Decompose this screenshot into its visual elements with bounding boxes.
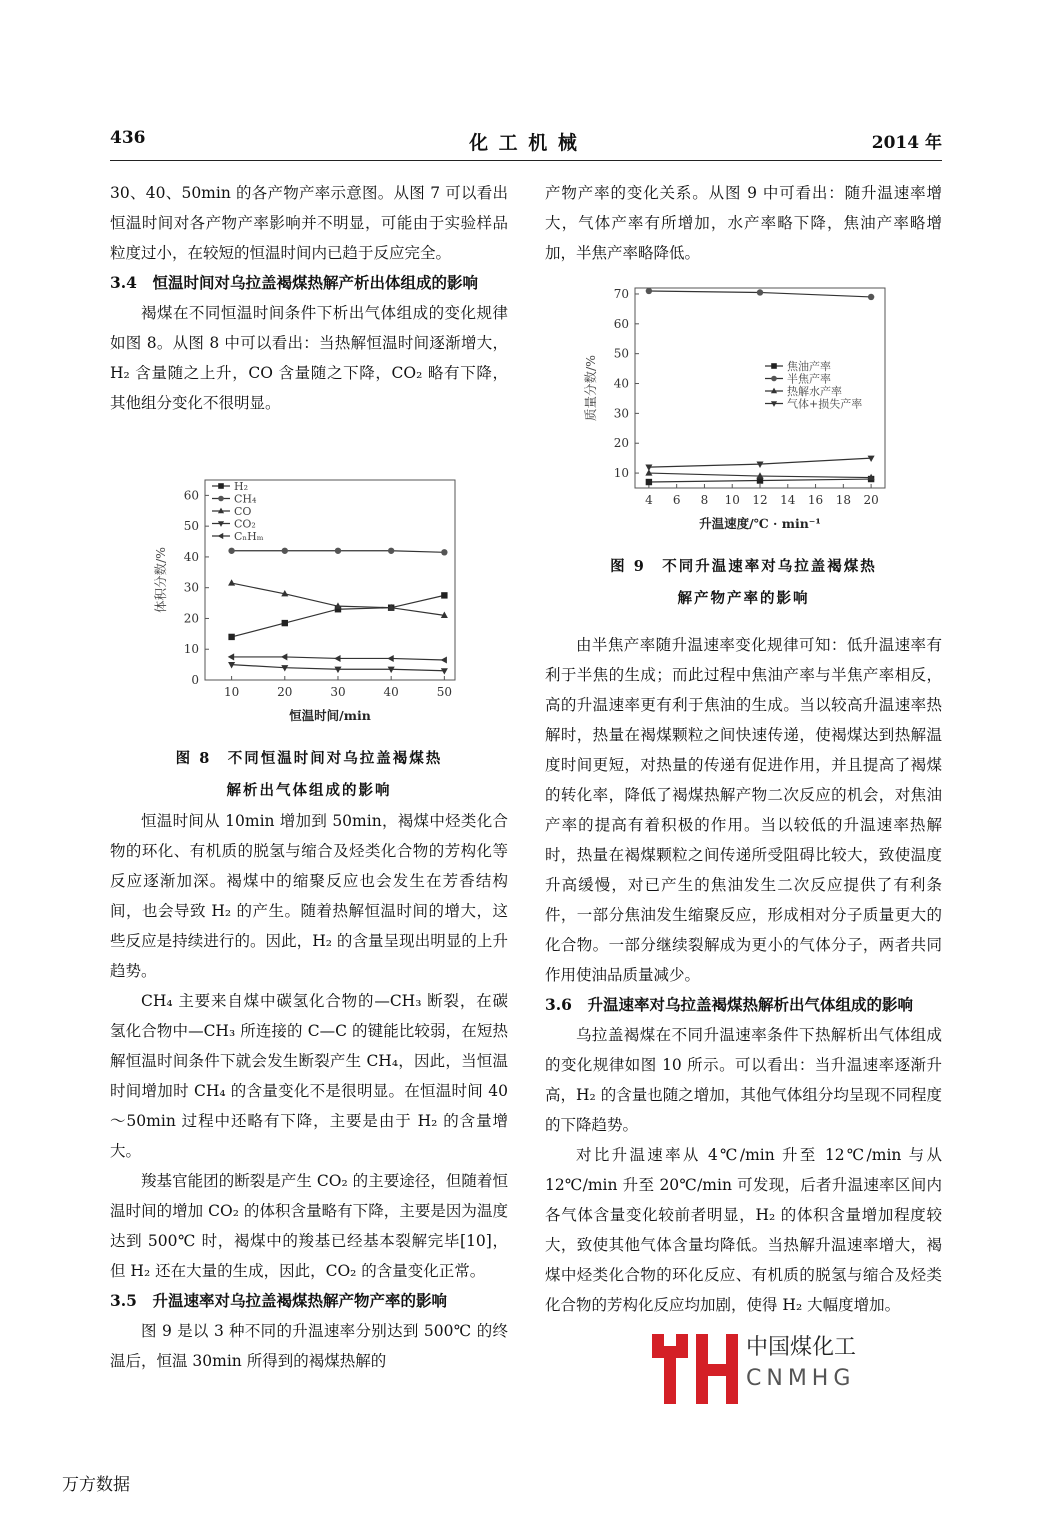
section-heading-3-5: 3.5 升温速率对乌拉盖褐煤热解产物产率的影响 (110, 1291, 447, 1310)
paragraph: 30、40、50min 的各产物产率示意图。从图 7 可以看出恒温时间对各产物产率影响并不明显，可能由于实验样品粒度过小，在较短的恒温时间内已趋于反应完全。 (110, 184, 508, 262)
x-tick-label: 6 (672, 493, 681, 507)
y-axis-label: 质量分数/% (583, 354, 598, 422)
x-tick-label: 30 (330, 685, 346, 699)
legend-marker (771, 376, 777, 382)
figure-9-caption-line2: 解产物产率的影响 (677, 590, 810, 607)
x-tick-label: 20 (863, 493, 879, 507)
paragraph: 乌拉盖褐煤在不同升温速率条件下热解析出气体组成的变化规律如图 10 所示。可以看出：当升温速率逐渐升高，H₂ 的含量也随之增加，其他气体组分均呈现不同程度的下降趋势。 (545, 1026, 942, 1134)
y-tick-label: 50 (183, 519, 199, 534)
x-tick-label: 16 (807, 493, 824, 507)
x-tick-label: 4 (645, 493, 653, 507)
figure-8-caption-line1: 图 8 不同恒温时间对乌拉盖褐煤热 (175, 750, 443, 767)
watermark-mark-icon (650, 1328, 742, 1408)
right-column-bottom (545, 630, 942, 1320)
y-tick-label: 50 (613, 346, 629, 361)
data-point (387, 655, 393, 662)
data-point (441, 668, 448, 674)
paragraph: 恒温时间从 10min 增加到 50min，褐煤中烃类化合物的环化、有机质的脱氢与缩合及烃类化合物的芳构化等反应逐渐加深。褐煤中的缩聚反应也会发生在芳香结构间，也会导致 H₂ 的产生。随着热解恒温时间的增大，这些反应是持续进行的。因此，H₂ 的含量呈现出明显的上升趋势。 (110, 812, 508, 980)
y-tick-label: 20 (183, 611, 199, 626)
y-tick-label: 30 (613, 406, 629, 421)
x-tick-label: 50 (436, 685, 453, 699)
watermark-text-cn: 中国煤化工 (746, 1330, 856, 1361)
x-tick-label: 8 (700, 493, 709, 507)
figure-8-caption-line2: 解析出气体组成的影响 (226, 782, 392, 799)
data-point (228, 579, 235, 585)
x-tick-label: 10 (724, 493, 740, 507)
left-column-top (110, 178, 508, 418)
paragraph: CH₄ 主要来自煤中碳氢化合物的—CH₃ 断裂，在碳氢化合物中—CH₃ 所连接的 C—C 的键能比较弱，在短热解恒温时间条件下就会发生断裂产生 CH₄，因此，当恒温时间增加时 CH₄ 的含量变化不是很明显。在恒温时间 40～50min 过程中还略有下降，主要是由于 H₂ 的含量增大。 (110, 992, 508, 1160)
x-axis-label: 恒温时间/min (289, 708, 371, 723)
legend-label: 半焦产率 (787, 372, 831, 386)
y-tick-label: 40 (183, 549, 199, 564)
data-point (281, 653, 287, 660)
data-point (646, 479, 652, 485)
y-tick-label: 10 (183, 642, 199, 657)
data-point (441, 549, 447, 555)
y-tick-label: 10 (613, 466, 629, 481)
data-point (334, 655, 340, 662)
legend-label: CH₄ (234, 492, 257, 506)
data-point (334, 667, 341, 673)
footer-source: 万方数据 (62, 1475, 130, 1495)
x-tick-label: 40 (383, 685, 399, 699)
y-tick-label: 20 (613, 436, 629, 451)
x-tick-label: 10 (223, 685, 240, 699)
x-tick-label: 12 (752, 493, 768, 507)
legend-label: CO (234, 505, 252, 518)
legend-label: 焦油产率 (787, 360, 831, 373)
paragraph: 由半焦产率随升温速率变化规律可知：低升温速率有利于半焦的生成；而此过程中焦油产率与半焦产率相反，高的升温速率更有利于焦油的生成。当以较高升温速率热解时，热量在褐煤颗粒之间快速传递，使褐煤达到热解温度时间更短，对热量的传递有促进作用，并且提高了褐煤的转化率，降低了褐煤热解产物二次反应的机会，对焦油产率的提高有着积极的作用。当以较低的升温速率热解时，热量在褐煤颗粒之间传递所受阻碍比较大，致使温度升高缓慢，对已产生的焦油发生二次反应提供了有利条件，一部分焦油发生缩聚反应，形成相对分子质量更大的化合物。一部分继续裂解成为更小的气体分子，两者共同作用使油品质量减少。 (545, 636, 942, 984)
y-tick-label: 60 (183, 488, 199, 503)
paragraph: 羧基官能团的断裂是产生 CO₂ 的主要途径，但随着恒温时间的增加 CO₂ 的体积含量略有下降，主要是因为温度达到 500℃ 时，褐煤中的羧基已经基本裂解完毕[10]，但 H₂ 还在大量的生成，因此，CO₂ 的含量变化正常。 (110, 1172, 508, 1280)
x-axis-label: 升温速度/℃ · min⁻¹ (699, 516, 821, 531)
section-heading-3-6: 3.6 升温速率对乌拉盖褐煤热解析出气体组成的影响 (545, 995, 913, 1014)
figure-9-plot (583, 287, 885, 531)
data-point (646, 288, 652, 294)
figure-8-plot (153, 480, 455, 723)
data-point (282, 620, 288, 626)
y-tick-label: 40 (613, 376, 629, 391)
y-tick-label: 70 (613, 286, 629, 301)
data-point (282, 548, 288, 554)
journal-title: 化 工 机 械 (469, 132, 579, 154)
legend-label: CO₂ (234, 517, 256, 531)
data-point (228, 548, 234, 554)
legend-label: CₙHₘ (234, 530, 264, 543)
y-tick-label: 30 (183, 580, 199, 595)
figure-9-chart (580, 280, 900, 540)
figure-9-caption-line1: 图 9 不同升温速率对乌拉盖褐煤热 (610, 558, 877, 575)
x-tick-label: 18 (835, 493, 851, 507)
data-point (645, 465, 652, 471)
watermark-text-en: CNMHG (746, 1366, 856, 1391)
data-point (757, 289, 763, 295)
data-point (228, 634, 234, 640)
data-point (441, 592, 447, 598)
legend-marker (218, 496, 224, 502)
y-axis-label: 体积分数/% (153, 546, 168, 614)
page-number: 436 (110, 128, 146, 148)
header-rule (110, 160, 942, 161)
data-point (388, 548, 394, 554)
paragraph: 对比升温速率从 4℃/min 升至 12℃/min 与从 12℃/min 升至 20℃/min 可发现，后者升温速率区间内各气体含量变化较前者明显，H₂ 的体积含量增加程度较大，致使其他气体含量均降低。当热解升温速率增大，褐煤中烃类化合物的环化反应、有机质的脱氢与缩合及烃类化合物的芳构化反应均加剧，使得 H₂ 大幅度增加。 (545, 1146, 942, 1314)
paragraph: 产物产率的变化关系。从图 9 中可看出：随升温速率增大，气体产率有所增加，水产率略下降，焦油产率略增加，半焦产率略降低。 (545, 184, 942, 262)
data-point (228, 653, 234, 660)
data-point (335, 548, 341, 554)
y-tick-label: 60 (613, 316, 629, 331)
y-tick-label: 0 (191, 673, 199, 687)
x-tick-label: 14 (780, 493, 796, 507)
legend-marker (218, 533, 224, 539)
plot-frame (635, 288, 885, 488)
legend-label: 气体+损失产率 (787, 397, 863, 411)
legend-label: H₂ (234, 480, 249, 493)
data-point (868, 294, 874, 300)
x-tick-label: 20 (277, 685, 293, 699)
series-line (232, 595, 445, 637)
paragraph: 褐煤在不同恒温时间条件下析出气体组成的变化规律如图 8。从图 8 中可以看出：当热解恒温时间逐渐增大，H₂ 含量随之上升，CO 含量随之下降，CO₂ 略有下降，其他组分变化不很明显。 (110, 304, 508, 412)
figure-8-chart (150, 472, 470, 732)
legend-marker (218, 483, 224, 489)
section-heading-3-4: 3.4 恒温时间对乌拉盖褐煤热解产析出体组成的影响 (110, 273, 478, 292)
watermark-logo (650, 1328, 860, 1408)
paragraph: 图 9 是以 3 种不同的升温速率分别达到 500℃ 的终温后，恒温 30min 所得到的褐煤热解的 (110, 1322, 508, 1370)
year: 2014 年 (871, 133, 942, 153)
data-point (441, 656, 447, 663)
legend-label: 热解水产率 (787, 385, 842, 398)
legend-marker (771, 363, 777, 369)
left-column-bottom (110, 806, 508, 1376)
right-column-top (545, 178, 942, 268)
